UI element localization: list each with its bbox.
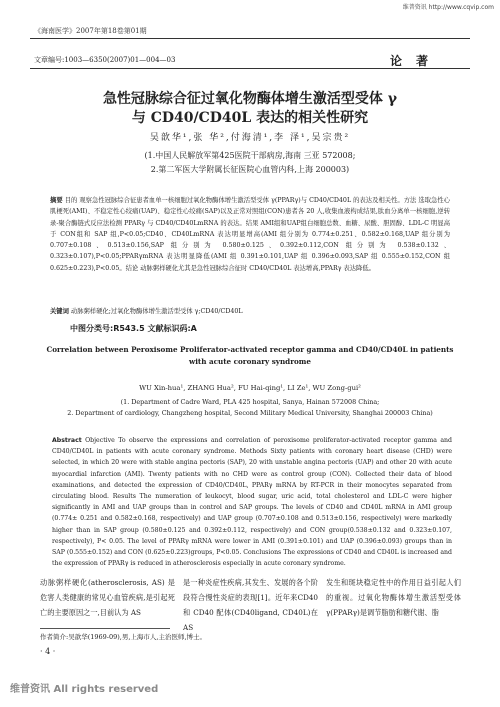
chinese-abstract [50,195,450,274]
source-header-note: 维普资讯 http://www.cqvip.com [402,4,494,11]
keywords-text: 动脉粥样硬化;过氧化物酶体增生激活型受体 γ;CD40/CD40L [70,308,243,315]
body-column-2: 是一种炎症性疾病,其发生、发展的各个阶段符合慢性炎症的表现[1]。近年来CD40 和 CD40 配体(CD40ligand, CD40L)在 AS [183,578,318,632]
english-abstract [52,435,452,569]
body-column-3: 发生和斑块稳定性中的作用日益引起人们的重视。过氧化物酶体增生激活型受体 γ(PPARγ)是调节脂肪和糖代谢、脂 [326,578,461,617]
english-affiliation-2: 2. Department of cardiology, Changzheng hospital, Second Military Medical University, Shanghai 200003 China) [67,409,433,417]
section-label: 论著 [389,54,442,68]
english-affiliation-1: (1. Department of Cadre Ward, PLA 425 hospital, Sanya, Hainan 572008 China; [120,398,380,406]
footnote-rule [40,628,170,629]
english-author-list: WU Xin-hua¹, ZHANG Hua², FU Hai-qing¹, LI Ze¹, WU Zong-gui² [139,384,361,392]
journal-line: 《海南医学》2007年第18卷第01期 [34,27,147,35]
paper-title-line1: 急性冠脉综合征过氧化物酶体增生激活型受体 γ [102,91,398,107]
author-footnote: 作者简介:吴歆华(1969-09),男,上海市人,主治医师,博士。 [40,633,207,641]
header-rule [30,38,470,39]
affiliation-2: 2.第二军医大学附属长征医院心血管内科,上海 200003) [150,165,350,174]
english-abstract-text: Objective To observe the expressions and correlation of peroxisome proliferator-activated receptor gamma and CD40/CD40L in patients with acute coronary syndrome. Methods Sixty patients with coronary heart disease (CHD) were selected, in which 20 were with stable angina pectoris (SAP), 20 with unstable angina pectoris (UAP) and other 20 with acute myocardial infarction (AMI). Twenty patients with no CHD were as control group (CON). Collected their data of blood examinations, and detected the expression of CD40/CD40L, PPARγ mRNA by RT-PCR in their monocytes separated from circulating blood. Results The numeration of leukocyt, blood sugar, uric acid, total cholesterol and LDL-C were higher significantly in AMI and UAP groups than in control and SAP groups. The levels of CD40 and CD40L mRNA in AMI group (0.774± 0.251 and 0.582±0.168, respectively) and UAP group (0.707±0.108 and 0.513±0.156, respectively) were markedly higher than in SAP group (0.580±0.125 and 0.392±0.112, respectively) and CON group(0.538±0.132 and 0.323±0.107, respectively), P< 0.05. The level of PPARγ mRNA were lower in AMI (0.391±0.101) and UAP (0.396±0.093) groups than in SAP (0.555±0.152) and CON (0.625±0.223)groups, P<0.05. Conclusions The expressions of CD40 and CD40L is increased and the expression of PPARγ is reduced in atherosclerosis especially in acute coronary syndrome. [52,437,452,568]
author-list: 吴歆华¹,张 华²,付海清¹,李 泽¹,吴宗贵² [149,133,351,143]
article-id: 文章编号:1003—6350(2007)01—004—03 [34,56,176,64]
keywords [50,306,450,315]
keywords-label: 关键词 [50,308,69,315]
paper-title-line2: 与 CD40/CD40L 表达的相关性研究 [131,110,369,126]
english-title-line2: with acute coronary syndrome [189,357,311,366]
english-title-line1: Correlation between Peroxisome Proliferator-activated receptor gamma and CD40/CD40L in patients [46,345,454,354]
body-column-1: 动脉粥样硬化(atherosclerosis, AS) 是危害人类健康的常见心血管疾病,是引起死亡的主要原因之一,目前认为 AS [40,578,175,617]
affiliation-1: (1.中国人民解放军第425医院干部病房,海南 三亚 572008; [144,151,356,160]
chinese-abstract-text: 目的 观察急性冠脉综合征患者血单一核细胞过氧化物酶体增生激活型受体 γ(PPARγ)与 CD40/CD40L 的表达及相关性。方法 选取急性心肌梗死(AMI)、不稳定性心绞痛(UAP)、稳定性心绞痛(SAP)以及正常对照组(CON)患者各 20 人,收集血液构成结果,肽血分离单一核细胞,逆转录-聚合酶链式反应法检测 PPARγ 与 CD40/CD40LmRNA 的表达。结果 AMI组和UAP组白细胞总数、血糖、尿酸、胆固醇、LDL-C 明显高于 CON组和 SAP 组,P<0.05;CD40、CD40LmRNA 表达明显增高(AMI 组分别为 0.774±0.251、0.582±0.168,UAP 组分别为 0.707±0.108、0.513±0.156,SAP 组分别为 0.580±0.125、0.392±0.112,CON 组分别为 0.538±0.132、0.323±0.107),P<0.05;PPARγmRNA 表达明显降低(AMI 组 0.391±0.101,UAP 组 0.396±0.093,SAP 组 0.555±0.152,CON 组 0.625±0.223),P<0.05。结论 动脉粥样硬化尤其是急性冠脉综合征时 CD40/CD40L 表达增高,PPARγ 表达降低。 [50,197,450,272]
chinese-abstract-label: 摘要 [50,197,63,204]
classification-code: 中图分类号:R543.5 文献标识码:A [70,324,197,333]
english-abstract-label: Abstract [52,437,82,444]
title-rule [30,68,470,69]
page-number: · 4 · [40,647,56,656]
watermark: 维普资讯 All rights reserved [10,684,159,695]
